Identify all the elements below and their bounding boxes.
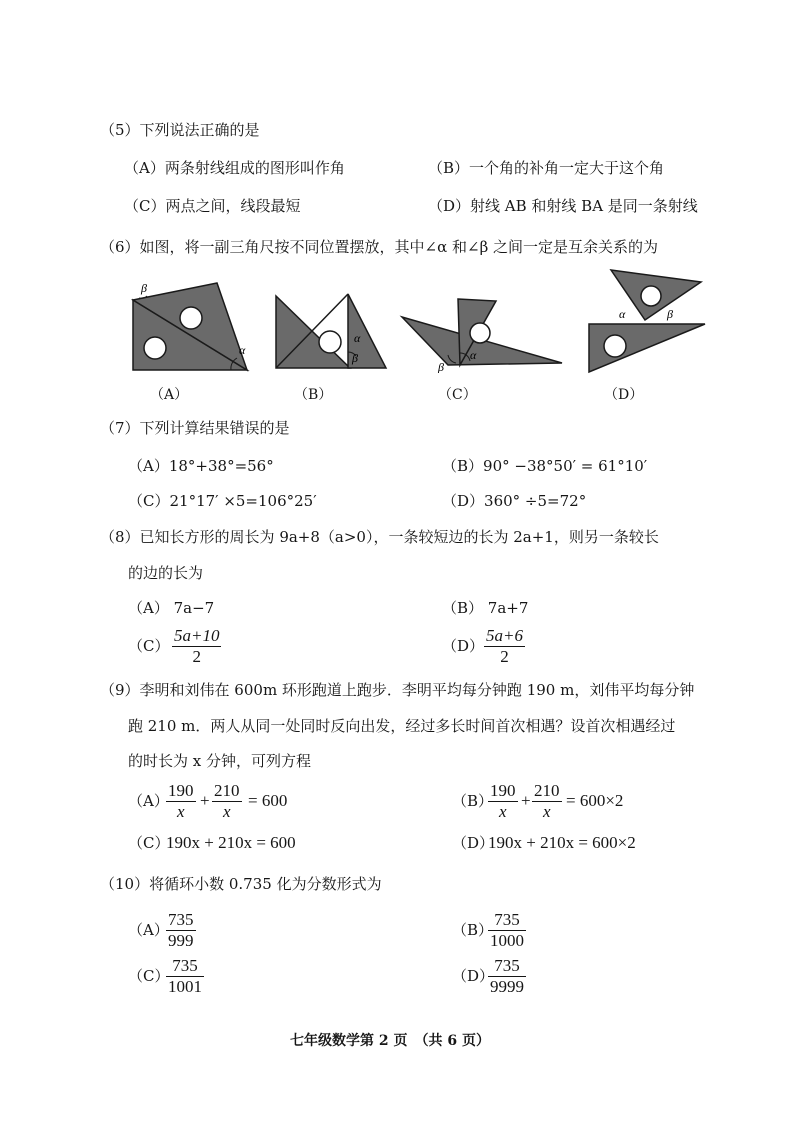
figure-a-hole-2 [180, 307, 202, 329]
q9-option-b-plus: + [521, 791, 531, 810]
q6-figure-d [583, 262, 713, 374]
figure-d-hole-1 [641, 286, 661, 306]
q8-option-d-fraction [484, 626, 525, 667]
fraction-denominator: x [222, 802, 231, 821]
fraction-denominator: x [176, 802, 185, 821]
page-footer: 七年级数学第 2 页 （共 6 页） [290, 1033, 490, 1049]
q6-caption-d: （D） [604, 387, 644, 403]
fraction-denominator: 1000 [490, 931, 524, 950]
fraction-numerator: 210 [534, 781, 560, 800]
q10-option-a-label: （A） [128, 921, 169, 939]
q10-option-b-fraction [488, 910, 526, 951]
figure-c-beta-label: β [438, 360, 444, 373]
q9-option-a-fraction-1 [166, 781, 196, 822]
q8-option-b: （B） 7a+7 [442, 599, 529, 617]
fraction-denominator: x [542, 802, 551, 821]
q8-option-d-label: （D） [442, 637, 485, 655]
q8-option-a: （A） 7a−7 [128, 599, 215, 617]
q8-stem-line-2: 的边的长为 [128, 564, 204, 582]
figure-a-hole-1 [144, 337, 166, 359]
fraction-denominator: 2 [192, 647, 201, 666]
q9-option-a-plus: + [200, 791, 210, 810]
q9-option-b-label: （B） [452, 792, 494, 810]
q6-figure-a [125, 278, 255, 373]
figure-b-beta-label: β [352, 351, 358, 365]
figure-a-beta-label: β [141, 281, 147, 295]
q8-option-c-fraction [172, 626, 221, 667]
fraction-numerator: 5a+10 [174, 626, 220, 645]
q7-option-c: （C）21°17′ ×5=106°25′ [128, 492, 317, 510]
fraction-numerator: 735 [494, 910, 520, 929]
q7-stem: （7）下列计算结果错误的是 [100, 419, 290, 437]
q9-option-c-equation: 190x + 210x = 600 [166, 833, 296, 852]
fraction-numerator: 735 [494, 956, 520, 975]
q8-stem-line-1: （8）已知长方形的周长为 9a+8（a>0），一条较短边的长为 2a+1，则另一条较长 [100, 528, 659, 546]
figure-d-hole-2 [604, 335, 626, 357]
q5-option-c: （C）两点之间，线段最短 [124, 197, 301, 215]
fraction-numerator: 5a+6 [486, 626, 523, 645]
q5-stem: （5）下列说法正确的是 [100, 121, 260, 139]
q6-caption-a: （A） [150, 387, 189, 403]
figure-c-alpha-label: α [470, 348, 477, 362]
fraction-denominator: 1001 [168, 977, 202, 996]
q9-option-c-label: （C） [128, 834, 170, 852]
fraction-denominator: x [498, 802, 507, 821]
q10-option-a-fraction [166, 910, 196, 951]
figure-b-hole [319, 331, 341, 353]
fraction-numerator: 190 [490, 781, 516, 800]
q9-option-b-rhs: = 600×2 [566, 791, 624, 810]
fraction-numerator: 210 [214, 781, 240, 800]
q10-option-b-label: （B） [452, 921, 494, 939]
fraction-denominator: 9999 [490, 977, 524, 996]
q8-option-c-label: （C） [128, 637, 170, 655]
figure-b-alpha-label: α [354, 331, 361, 345]
fraction-denominator: 999 [168, 931, 194, 950]
fraction-numerator: 735 [172, 956, 198, 975]
q6-caption-c: （C） [438, 387, 477, 403]
figure-d-alpha-label: α [619, 307, 626, 321]
q5-option-b: （B）一个角的补角一定大于这个角 [428, 159, 665, 177]
q9-option-d-equation: 190x + 210x = 600×2 [488, 833, 636, 852]
q10-option-d-fraction [488, 956, 526, 997]
q9-stem-line-2: 跑 210 m．两人从同一处同时反向出发，经过多长时间首次相遇？设首次相遇经过 [128, 717, 676, 735]
fraction-numerator: 190 [168, 781, 194, 800]
q10-option-c-fraction [166, 956, 204, 997]
q9-option-d-label: （D） [452, 834, 495, 852]
q7-option-b: （B）90° −38°50′ = 61°10′ [442, 457, 648, 475]
figure-d-beta-label: β [667, 307, 673, 321]
q7-option-d: （D）360° ÷5=72° [442, 492, 587, 510]
q10-option-d-label: （D） [452, 967, 495, 985]
q9-option-a-rhs: = 600 [248, 791, 288, 810]
q6-caption-b: （B） [294, 387, 333, 403]
q9-option-b-fraction-2 [532, 781, 562, 822]
q9-option-b-fraction-1 [488, 781, 518, 822]
figure-a-alpha-label: α [239, 343, 246, 357]
q6-stem: （6）如图，将一副三角尺按不同位置摆放，其中∠α 和∠β 之间一定是互余关系的为 [100, 238, 659, 256]
q6-figure-c [398, 295, 568, 373]
q5-option-d: （D）射线 AB 和射线 BA 是同一条射线 [428, 197, 698, 215]
figure-c-hole [470, 323, 490, 343]
q10-stem: （10）将循环小数 0.735 化为分数形式为 [100, 875, 382, 893]
q9-stem-line-3: 的时长为 x 分钟，可列方程 [128, 752, 311, 770]
q9-stem-line-1: （9）李明和刘伟在 600m 环形跑道上跑步．李明平均每分钟跑 190 m，刘伟平均每分钟 [100, 681, 695, 699]
q9-option-a-label: （A） [128, 792, 169, 810]
q7-option-a: （A）18°+38°=56° [128, 457, 274, 475]
q9-option-a-fraction-2 [212, 781, 242, 822]
q6-figure-b [270, 290, 390, 372]
q5-option-a: （A）两条射线组成的图形叫作角 [124, 159, 345, 177]
q10-option-c-label: （C） [128, 967, 170, 985]
fraction-denominator: 2 [500, 647, 509, 666]
fraction-numerator: 735 [168, 910, 194, 929]
